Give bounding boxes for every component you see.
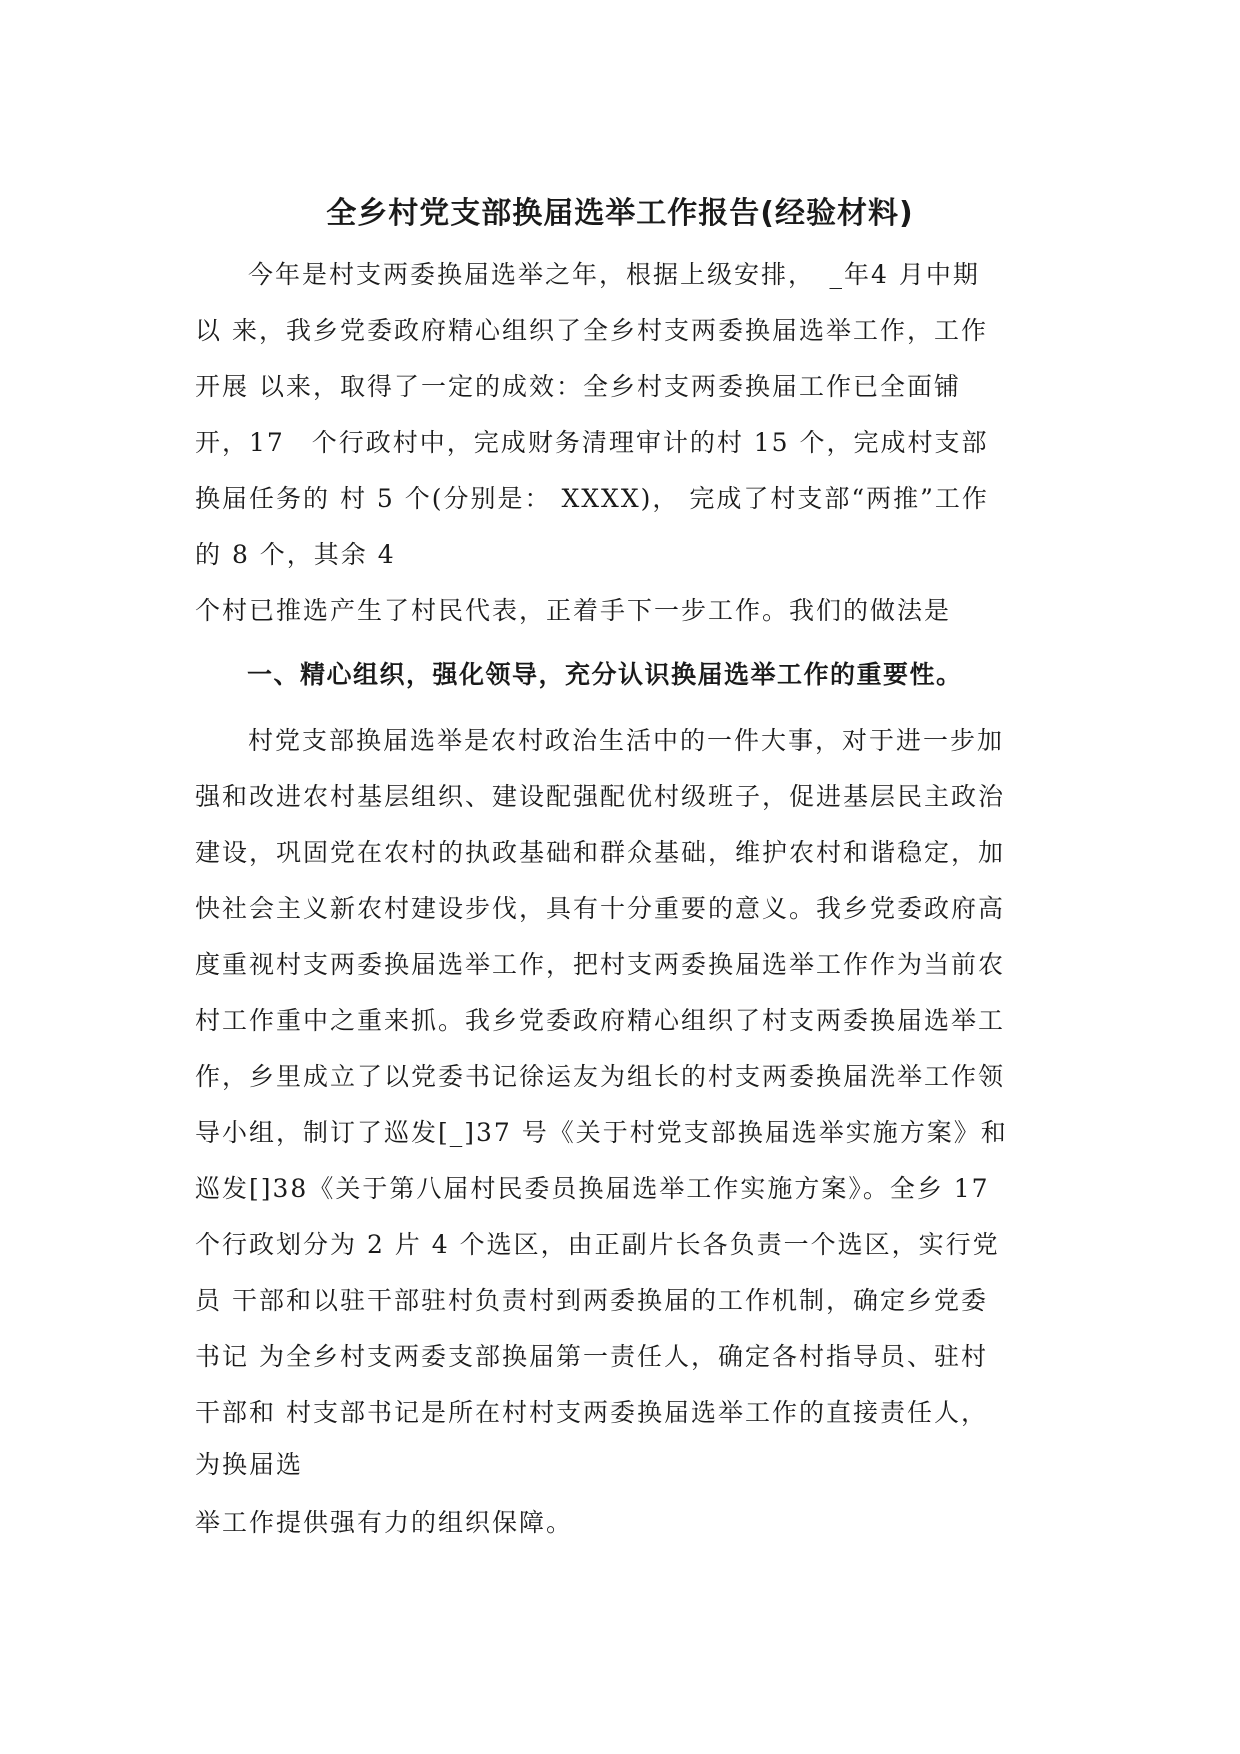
paragraph-line: 个行政划分为 2 片 4 个选区，由正副片长各负责一个选区，实行党 xyxy=(195,1230,1000,1259)
paragraph-line: 个村已推选产生了村民代表，正着手下一步工作。我们的做法是 xyxy=(195,596,952,625)
paragraph-line: 开展 以来，取得了一定的成效：全乡村支两委换届工作已全面铺 xyxy=(195,372,961,401)
paragraph-line: 村工作重中之重来抓。我乡党委政府精心组织了村支两委换届选举工 xyxy=(195,1006,1006,1035)
section-heading: 一、精心组织，强化领导，充分认识换届选举工作的重要性。 xyxy=(247,660,963,689)
paragraph-line: 度重视村支两委换届选举工作，把村支两委换届选举工作作为当前农 xyxy=(195,950,1006,979)
paragraph-line: 快社会主义新农村建设步伐，具有十分重要的意义。我乡党委政府高 xyxy=(195,894,1006,923)
paragraph-line: 为换届选 xyxy=(195,1450,304,1479)
paragraph-line: 村党支部换届选举是农村政治生活中的一件大事，对于进一步加 xyxy=(248,726,1005,755)
paragraph-line: 以 来，我乡党委政府精心组织了全乡村支两委换届选举工作，工作 xyxy=(195,316,988,345)
paragraph-line: 开，17 个行政村中，完成财务清理审计的村 15 个，完成村支部 xyxy=(195,428,989,457)
paragraph-line: 换届任务的 村 5 个(分别是： XXXX)， 完成了村支部“两推”工作 xyxy=(195,484,989,513)
paragraph-line: 作，乡里成立了以党委书记徐运友为组长的村支两委换届洗举工作领 xyxy=(195,1062,1006,1091)
paragraph-line: 的 8 个，其余 4 xyxy=(195,540,396,569)
paragraph-line: 干部和 村支部书记是所在村村支两委换届选举工作的直接责任人， xyxy=(195,1398,988,1427)
paragraph-line: 员 干部和以驻干部驻村负责村到两委换届的工作机制，确定乡党委 xyxy=(195,1286,988,1315)
paragraph-line: 举工作提供强有力的组织保障。 xyxy=(195,1508,574,1537)
paragraph-line: 巡发[]38《关于第八届村民委员换届选举工作实施方案》。全乡 17 xyxy=(195,1174,990,1203)
paragraph-line: 建设，巩固党在农村的执政基础和群众基础，维护农村和谐稳定，加 xyxy=(195,838,1006,867)
paragraph-line: 今年是村支两委换届选举之年，根据上级安排， _年4 月中期 xyxy=(248,260,980,289)
paragraph-line: 导小组，制订了巡发[_]37 号《关于村党支部换届选举实施方案》和 xyxy=(195,1118,1008,1147)
paragraph-line: 强和改进农村基层组织、建设配强配优村级班子，促进基层民主政治 xyxy=(195,782,1006,811)
paragraph-line: 书记 为全乡村支两委支部换届第一责任人，确定各村指导员、驻村 xyxy=(195,1342,988,1371)
document-title: 全乡村党支部换届选举工作报告(经验材料) xyxy=(326,196,914,231)
